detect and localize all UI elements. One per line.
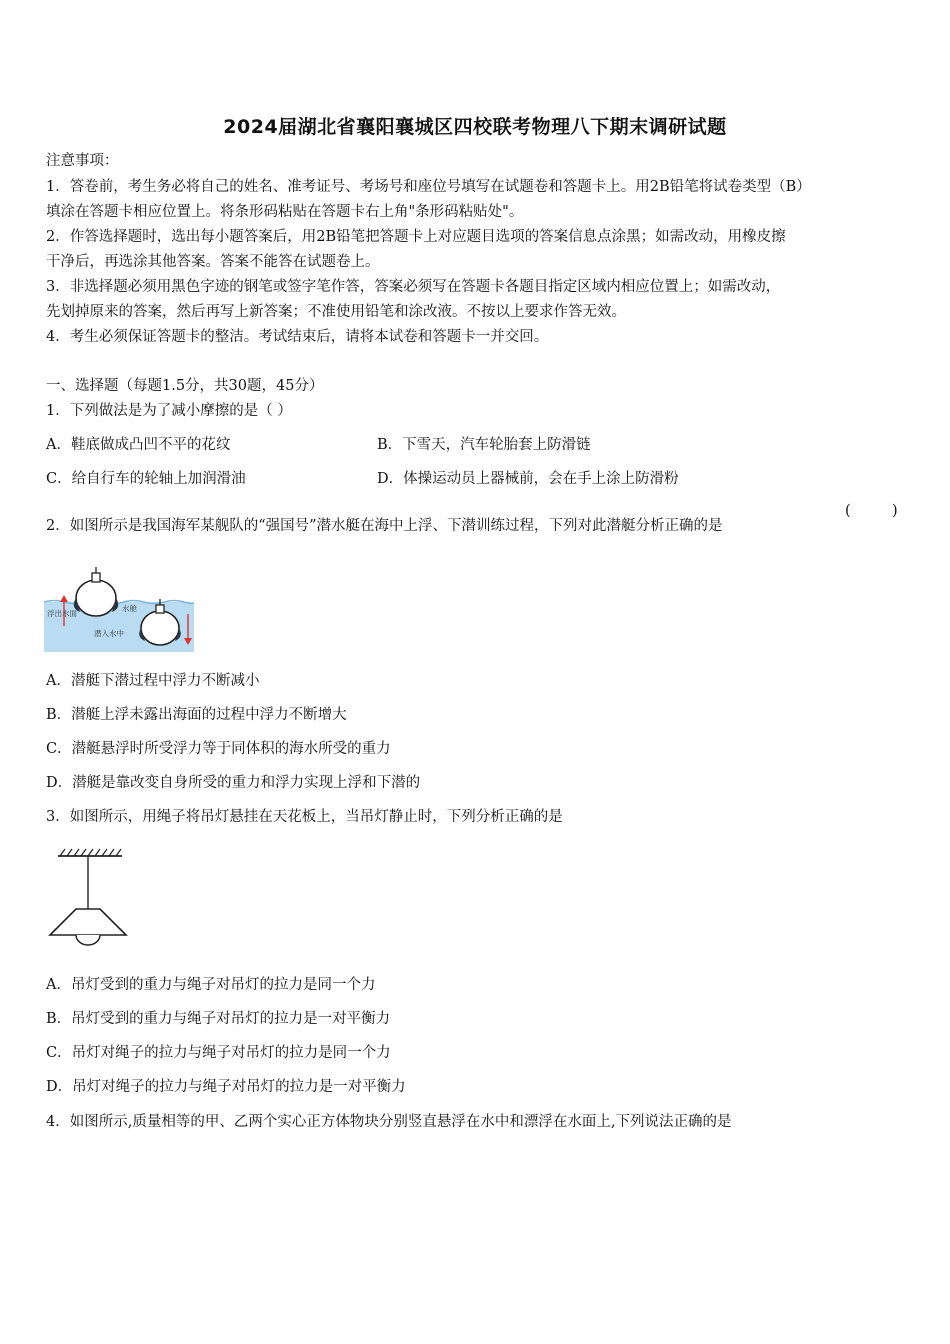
question-1-option-d: D．体操运动员上器械前，会在手上涂上防滑粉	[377, 471, 679, 487]
notice-line: 4．考生必须保证答题卡的整洁。考试结束后，请将本试卷和答题卡一并交回。	[46, 329, 549, 345]
hanging-lamp-figure	[46, 846, 130, 950]
notice-line: 1．答卷前，考生务必将自己的姓名、准考证号、考场号和座位号填写在试题卷和答题卡上。用2B铅笔将试卷类型（B）	[46, 179, 811, 195]
question-3-option-a: A．吊灯受到的重力与绳子对吊灯的拉力是同一个力	[46, 977, 376, 993]
figure-label-dive: 潜入水中	[94, 629, 124, 638]
figure-label-water: 水舱	[122, 604, 137, 613]
question-2-option-d: D．潜艇是靠改变自身所受的重力和浮力实现上浮和下潜的	[46, 775, 421, 791]
notice-line: 填涂在答题卡相应位置上。将条形码粘贴在答题卡右上角"条形码粘贴处"。	[46, 204, 524, 220]
question-2-stem: 2．如图所示是我国海军某舰队的“强国号”潜水艇在海中上浮、下潜训练过程，下列对此潜艇分析正确的是	[46, 518, 723, 534]
question-3-option-c: C．吊灯对绳子的拉力与绳子对吊灯的拉力是同一个力	[46, 1045, 391, 1061]
notice-line: 3．非选择题必须用黑色字迹的钢笔或签字笔作答，答案必须写在答题卡各题目指定区域内相应位置上；如需改动，	[46, 279, 781, 295]
question-1-option-a: A．鞋底做成凸凹不平的花纹	[46, 437, 231, 453]
notice-line: 2．作答选择题时，选出每小题答案后，用2B铅笔把答题卡上对应题目选项的答案信息点涂黑；如需改动，用橡皮擦	[46, 229, 786, 245]
question-4-stem: 4．如图所示,质量相等的甲、乙两个实心正方体物块分别竖直悬浮在水中和漂浮在水面上,下列说法正确的是	[46, 1114, 732, 1130]
page-title: 2024届湖北省襄阳襄城区四校联考物理八下期末调研试题	[223, 116, 727, 138]
answer-paren-open: (	[845, 503, 851, 519]
notice-line: 干净后，再选涂其他答案。答案不能答在试题卷上。	[46, 254, 380, 270]
question-1-option-b: B．下雪天，汽车轮胎套上防滑链	[377, 437, 591, 453]
figure-label-float: 浮出水面	[47, 609, 77, 618]
question-2-option-b: B．潜艇上浮未露出海面的过程中浮力不断增大	[46, 707, 347, 723]
submarine-figure	[44, 564, 194, 652]
question-1-option-c: C．给自行车的轮轴上加润滑油	[46, 471, 246, 487]
answer-paren-close: )	[892, 503, 898, 519]
notice-line: 先划掉原来的答案，然后再写上新答案；不准使用铅笔和涂改液。不按以上要求作答无效。	[46, 304, 626, 320]
question-2-option-c: C．潜艇悬浮时所受浮力等于同体积的海水所受的重力	[46, 741, 391, 757]
question-3-option-b: B．吊灯受到的重力与绳子对吊灯的拉力是一对平衡力	[46, 1011, 391, 1027]
question-1-stem: 1．下列做法是为了减小摩擦的是（ ）	[46, 403, 292, 419]
section-heading: 一、选择题（每题1.5分，共30题，45分）	[46, 378, 324, 394]
question-3-option-d: D．吊灯对绳子的拉力与绳子对吊灯的拉力是一对平衡力	[46, 1079, 406, 1095]
notice-heading: 注意事项：	[46, 153, 119, 169]
question-3-stem: 3．如图所示，用绳子将吊灯悬挂在天花板上，当吊灯静止时，下列分析正确的是	[46, 809, 563, 825]
question-2-option-a: A．潜艇下潜过程中浮力不断减小	[46, 673, 260, 689]
